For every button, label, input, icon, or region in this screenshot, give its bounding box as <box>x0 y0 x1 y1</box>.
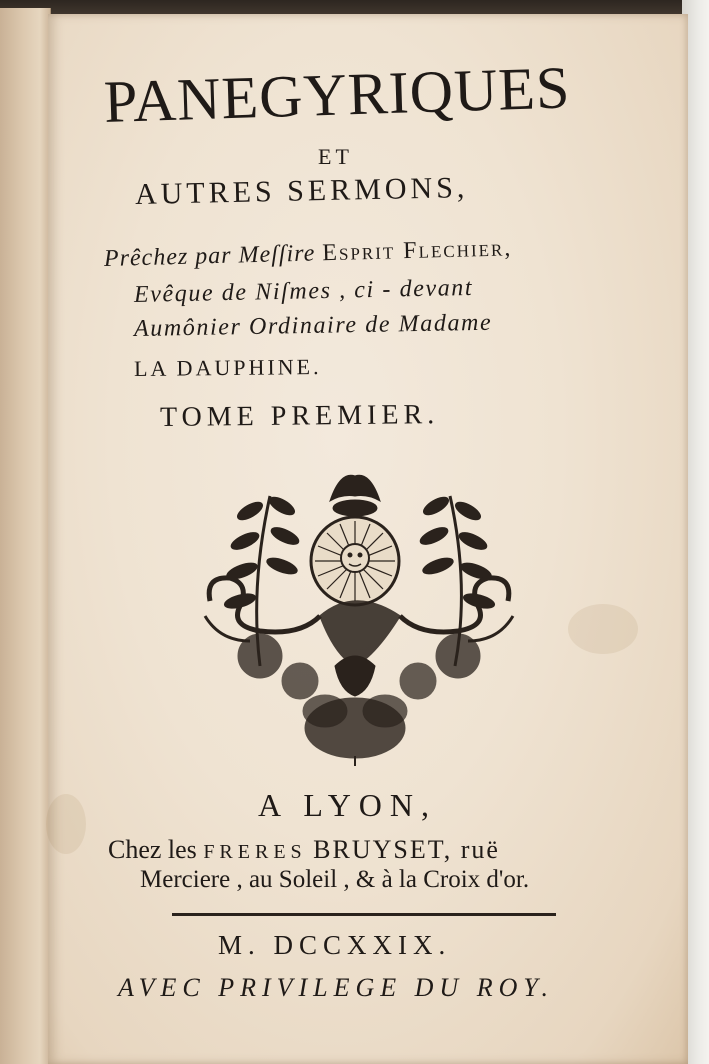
publication-year: M. DCCXXIX. <box>218 930 452 960</box>
printer-freres: FRERES <box>203 841 307 863</box>
royal-privilege: AVEC PRIVILEGE DU ROY. <box>118 973 554 1002</box>
printer-name: BRUYSET, ruë <box>313 835 500 864</box>
divider-rule <box>172 913 556 916</box>
subtitle-et: ET <box>318 144 353 169</box>
subtitle-sermons: AUTRES SERMONS, <box>134 171 469 211</box>
author-line-2: Evêque de Niſmes , ci - devant <box>133 274 474 308</box>
flower-vignette-icon <box>200 466 520 766</box>
place-of-publication: A LYON, <box>258 787 438 823</box>
author-name: Esprit Flechier, <box>321 235 513 267</box>
book-title: PANEGYRIQUES <box>102 54 572 135</box>
printer-chez: Chez les <box>108 835 197 864</box>
printer-address: Merciere , au Soleil , & à la Croix d'or. <box>140 866 530 893</box>
volume-label: TOME PREMIER. <box>159 399 440 433</box>
author-line-3: Aumônier Ordinaire de Madame <box>133 309 493 342</box>
facing-page-edge <box>0 8 51 1064</box>
printer-line <box>108 835 500 865</box>
foxing-stain <box>46 794 86 854</box>
author-preamble: Prêchez par Meſſire <box>103 240 316 272</box>
author-line-4: LA DAUPHINE. <box>133 354 322 381</box>
foxing-stain <box>568 604 638 654</box>
